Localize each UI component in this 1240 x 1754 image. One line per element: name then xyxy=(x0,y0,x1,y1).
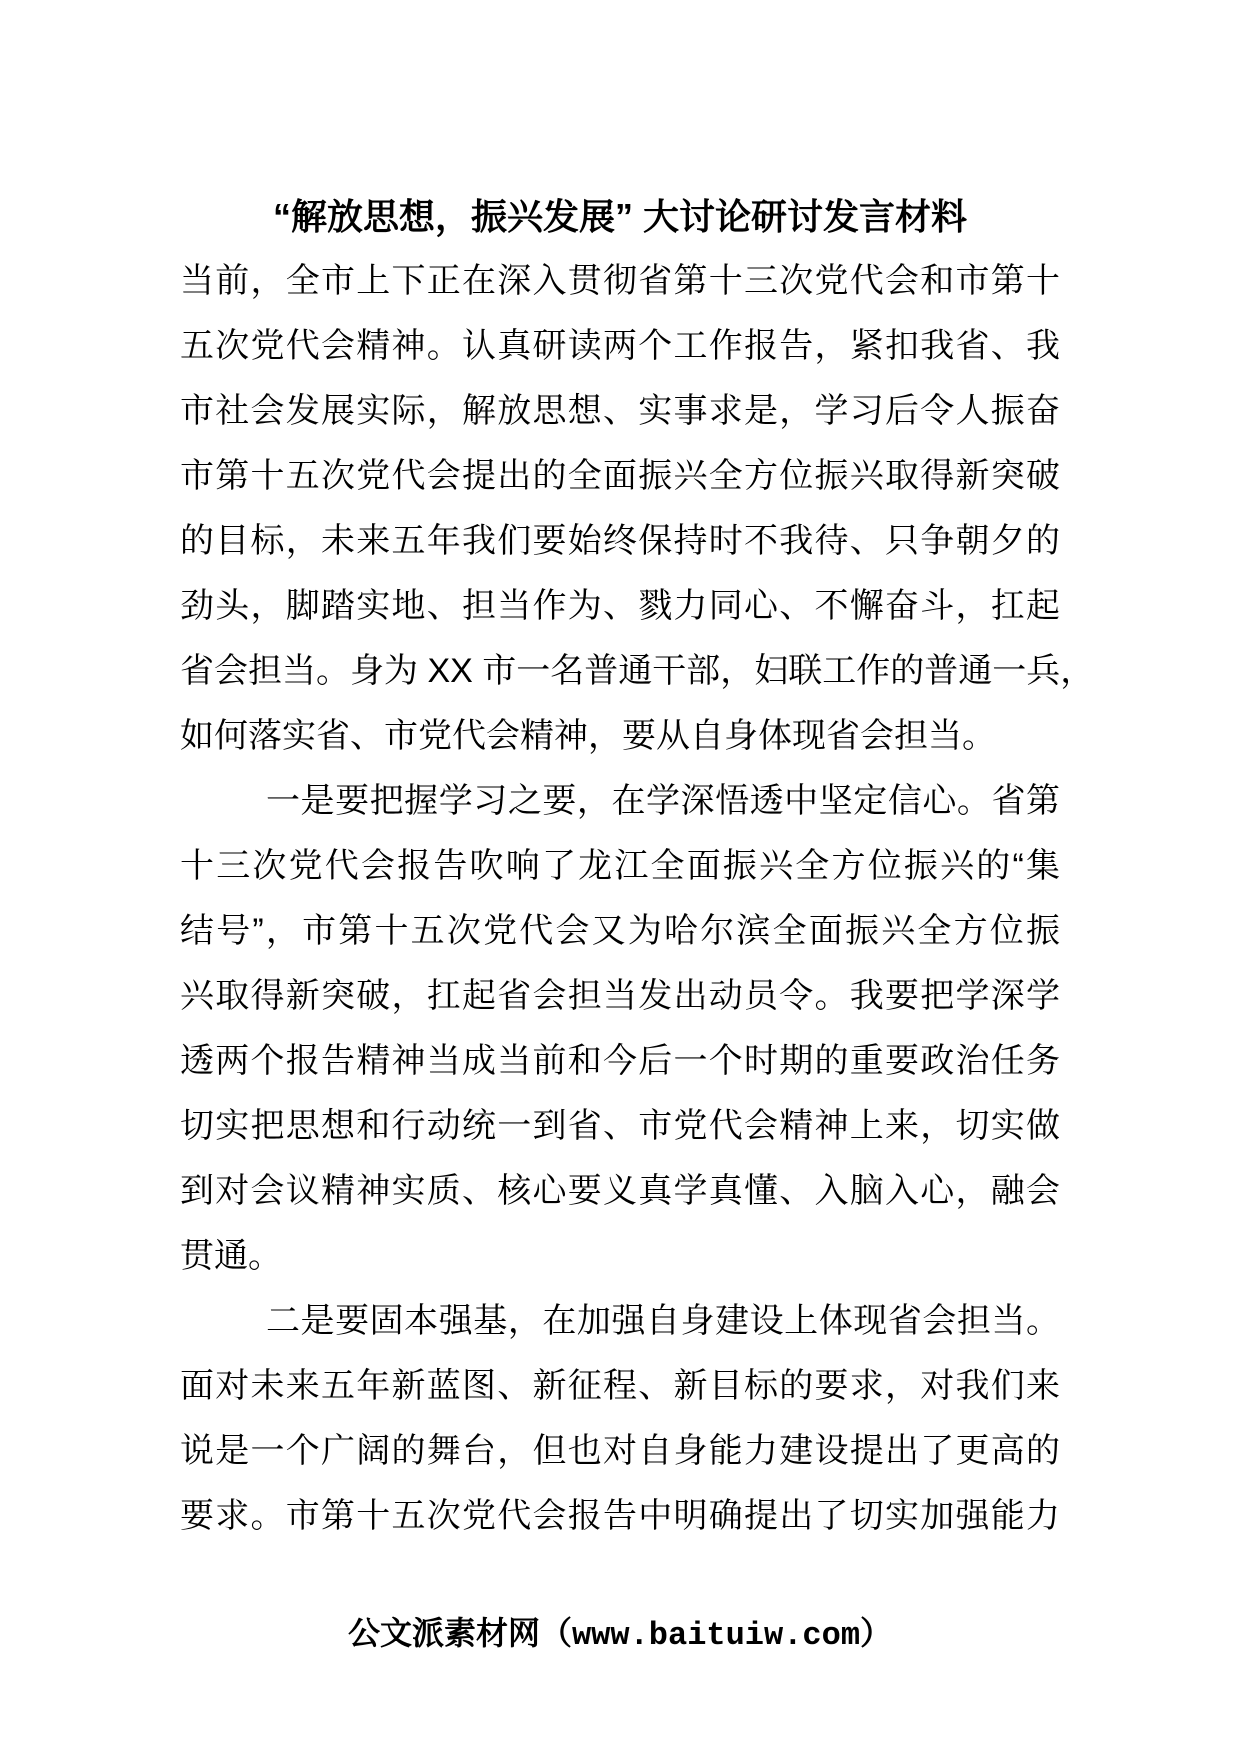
text-line: 要求。市第十五次党代会报告中明确提出了切实加强能力 xyxy=(180,1497,1060,1535)
text-line: 透两个报告精神当成当前和今后一个时期的重要政治任务 xyxy=(180,1042,1060,1080)
text-line: 到对会议精神实质、核心要义真学真懂、入脑入心，融会 xyxy=(180,1172,1060,1210)
footer-site-name: 公文派素材网（ xyxy=(347,1615,572,1651)
footer-closing-paren: ） xyxy=(860,1615,893,1651)
document-body xyxy=(180,249,1095,1549)
document-title: “解放思想，振兴发展” 大讨论研讨发言材料 xyxy=(272,196,967,237)
text-line: 二是要固本强基，在加强自身建设上体现省会担当。 xyxy=(266,1302,1060,1340)
text-line: 当前，全市上下正在深入贯彻省第十三次党代会和市第十 xyxy=(180,262,1060,300)
page-footer xyxy=(0,1601,1240,1668)
text-line: 贯通。 xyxy=(180,1237,282,1275)
document-content xyxy=(180,184,1095,1549)
footer-site-url: www.baituiw.com xyxy=(571,1617,861,1654)
text-line: 一是要把握学习之要，在学深悟透中坚定信心。省第 xyxy=(266,782,1060,820)
text-line: 五次党代会精神。认真研读两个工作报告，紧扣我省、我 xyxy=(180,327,1060,365)
text-line: 市社会发展实际，解放思想、实事求是，学习后令人振奋 xyxy=(180,392,1060,430)
text-line: 说是一个广阔的舞台，但也对自身能力建设提出了更高的 xyxy=(180,1432,1060,1470)
text-line: 面对未来五年新蓝图、新征程、新目标的要求，对我们来 xyxy=(180,1367,1060,1405)
text-line: 如何落实省、市党代会精神，要从自身体现省会担当。 xyxy=(180,717,996,755)
text-line: 的目标，未来五年我们要始终保持时不我待、只争朝夕的 xyxy=(180,522,1060,560)
text-line: 兴取得新突破，扛起省会担当发出动员令。我要把学深学 xyxy=(180,977,1060,1015)
text-line: 劲头，脚踏实地、担当作为、戮力同心、不懈奋斗，扛起 xyxy=(180,587,1060,625)
text-line: 市第十五次党代会提出的全面振兴全方位振兴取得新突破 xyxy=(180,457,1060,495)
text-line: 结号”，市第十五次党代会又为哈尔滨全面振兴全方位振 xyxy=(180,912,1060,950)
text-line: 切实把思想和行动统一到省、市党代会精神上来，切实做 xyxy=(180,1107,1060,1145)
text-line: 十三次党代会报告吹响了龙江全面振兴全方位振兴的“集 xyxy=(180,847,1060,885)
text-line: 省会担当。身为 XX 市一名普通干部，妇联工作的普通一兵， xyxy=(180,652,1095,690)
